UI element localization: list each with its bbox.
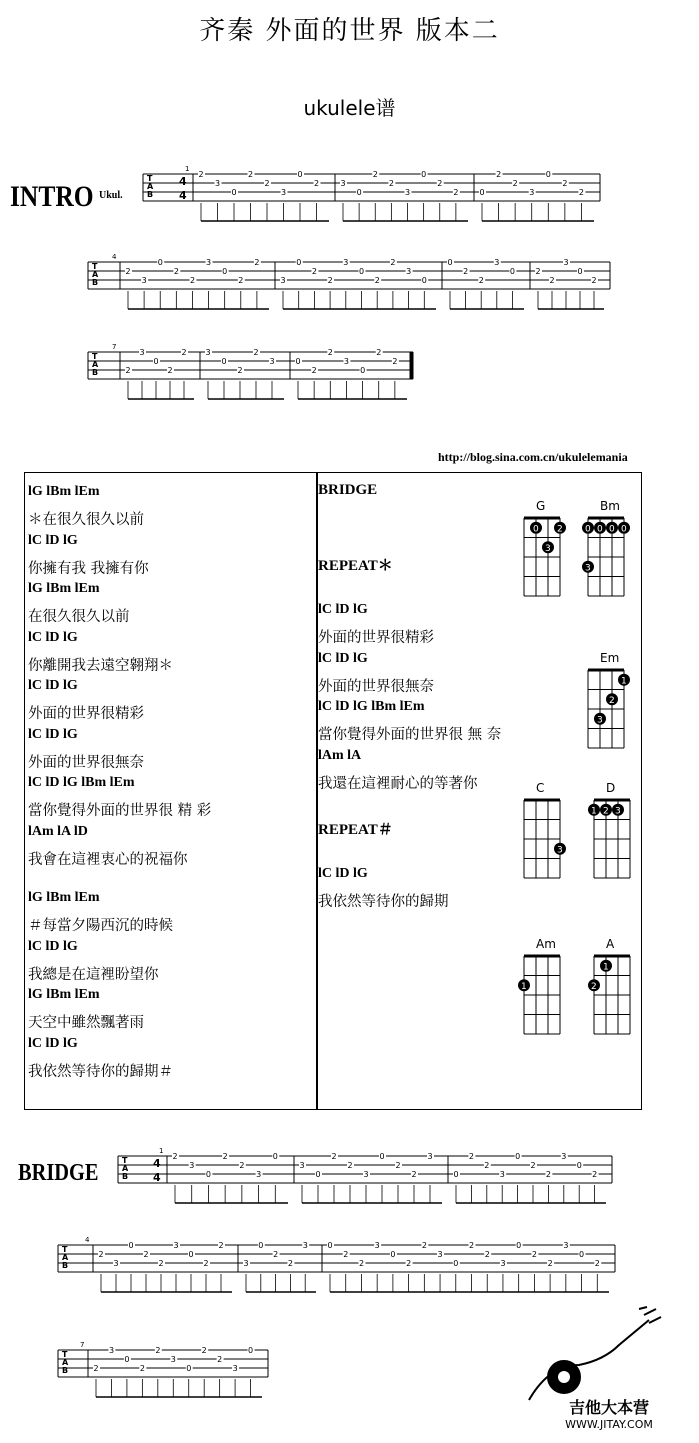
lyric-line: 我總是在這裡盼望你 [28, 966, 159, 983]
fret-number: 2 [549, 276, 555, 285]
fret-number: 2 [469, 1241, 475, 1250]
fret-number: 3 [206, 258, 212, 267]
chord-line: lC lD lG lBm lEm [318, 699, 425, 714]
fret-number: 2 [347, 1161, 353, 1170]
fret-number: 2 [98, 1250, 104, 1259]
time-signature: 4 [153, 1171, 161, 1184]
fret-number: 2 [453, 188, 459, 197]
tab-letter: A [62, 1358, 69, 1367]
measure-number: 4 [85, 1236, 90, 1244]
fret-number: 3 [406, 267, 412, 276]
fret-number: 3 [108, 1346, 115, 1355]
chord-name: A [606, 937, 615, 951]
fret-number: 3 [563, 258, 569, 267]
chord-line: lC lD lG [28, 678, 78, 693]
fret-number: 0 [447, 258, 453, 267]
fret-number: 3 [141, 276, 147, 285]
tab-letter: T [62, 1350, 68, 1359]
lyric-line: ＊在很久很久以前 [28, 512, 144, 528]
fret-number: 2 [547, 1259, 553, 1268]
fret-number: 2 [530, 1161, 536, 1170]
svg-text:3: 3 [557, 845, 563, 856]
chord-name: G [536, 499, 546, 513]
svg-text:3: 3 [585, 563, 591, 574]
fret-number: 0 [360, 366, 366, 375]
chord-diagram-c [524, 781, 566, 878]
fret-number: 2 [592, 1170, 598, 1179]
fret-number: 2 [512, 179, 518, 188]
tab-letter: A [92, 360, 99, 369]
tab-letter: B [92, 278, 99, 287]
chord-line: lC lD lG lBm lEm [28, 775, 135, 790]
fret-number: 0 [576, 1161, 582, 1170]
chord-line: lC lD lG [28, 1035, 78, 1051]
section-repeat-star: REPEAT＊ [318, 558, 393, 574]
tab-letter: B [147, 190, 154, 199]
chord-line: lC lD lG [28, 726, 78, 742]
fret-number: 2 [143, 1250, 149, 1259]
lyric-line: 外面的世界很無奈 [28, 754, 144, 771]
fret-number: 2 [238, 276, 244, 285]
chord-name: C [536, 781, 545, 795]
fret-number: 3 [494, 258, 500, 267]
fret-number: 3 [256, 1170, 262, 1179]
lyric-line: 在很久很久以前 [28, 609, 130, 625]
fret-number: 0 [327, 1241, 333, 1250]
measure-number: 4 [112, 253, 117, 261]
fret-number: 3 [139, 348, 145, 357]
tab-letter: B [92, 368, 99, 377]
fret-number: 3 [374, 1241, 380, 1250]
chord-line: lC lD lG [28, 532, 78, 548]
chord-name: D [606, 781, 616, 795]
fret-number: 2 [203, 1259, 209, 1268]
measure-number: 1 [159, 1147, 164, 1155]
tab-letter: T [122, 1156, 128, 1165]
tab-letter: T [92, 352, 98, 361]
fret-number: 2 [421, 1241, 427, 1250]
fret-number: 3 [499, 1170, 505, 1179]
chord-line: lC lD lG [28, 629, 78, 645]
fret-number: 2 [237, 366, 243, 375]
fret-number: 2 [406, 1259, 412, 1268]
lyric-line: ＃每當夕陽西沉的時候 [28, 918, 173, 934]
fret-number: 0 [479, 188, 485, 197]
measure-number: 7 [112, 343, 117, 351]
fret-number: 2 [264, 179, 270, 188]
fret-number: 2 [578, 188, 585, 197]
fret-number: 0 [222, 267, 228, 276]
svg-text:1: 1 [521, 981, 527, 992]
fret-number: 0 [128, 1241, 134, 1250]
blog-url: http://blog.sina.com.cn/ukulelemania [438, 450, 628, 464]
fret-number: 2 [388, 179, 394, 188]
fret-number: 2 [358, 1259, 365, 1268]
fret-number: 0 [231, 188, 237, 197]
tab-letter: T [147, 174, 153, 183]
chord-name: Em [600, 651, 620, 665]
fret-number: 2 [343, 1250, 349, 1259]
fret-number: 0 [188, 1250, 194, 1259]
tab-letter: T [62, 1245, 68, 1254]
fret-number: 3 [205, 348, 211, 357]
fret-number: 0 [390, 1250, 396, 1259]
chord-name: Am [536, 937, 556, 951]
chord-line: lC lD lG [318, 866, 368, 881]
fret-number: 0 [453, 1170, 459, 1179]
tab-letter: B [62, 1366, 69, 1375]
logo [509, 1305, 669, 1431]
section-repeat-hash: REPEAT＃ [318, 822, 393, 838]
fret-number: 3 [343, 357, 350, 366]
fret-number: 2 [327, 348, 333, 357]
fret-number: 3 [302, 1241, 308, 1250]
fret-number: 2 [158, 1259, 164, 1268]
fret-number: 2 [545, 1170, 551, 1179]
fret-number: 2 [468, 1152, 474, 1161]
fret-number: 2 [463, 267, 469, 276]
chord-name: Bm [600, 499, 620, 513]
fret-number: 2 [327, 276, 333, 285]
svg-text:0: 0 [621, 524, 627, 535]
fret-number: 3 [529, 188, 535, 197]
intro-label: INTRO [10, 180, 94, 213]
fret-number: 2 [172, 1152, 178, 1161]
fret-number: 0 [509, 267, 515, 276]
fret-number: 3 [215, 179, 221, 188]
fret-number: 2 [125, 267, 131, 276]
fret-number: 2 [484, 1250, 490, 1259]
lyric-line: 天空中雖然飄著雨 [28, 1015, 144, 1031]
fret-number: 3 [561, 1152, 567, 1161]
fret-number: 2 [437, 179, 443, 188]
fret-number: 2 [484, 1161, 490, 1170]
svg-text:0: 0 [597, 524, 603, 535]
fret-number: 2 [372, 170, 378, 179]
fret-number: 0 [157, 258, 163, 267]
tab-letter: B [62, 1261, 69, 1270]
svg-text:0: 0 [609, 524, 615, 535]
svg-text:3: 3 [615, 806, 621, 817]
svg-text:1: 1 [621, 676, 627, 687]
svg-text:2: 2 [603, 806, 609, 817]
fret-number: 0 [315, 1170, 321, 1179]
chord-line: lG lBm lEm [28, 581, 100, 596]
tab-letter: A [122, 1164, 129, 1173]
bridge-label: BRIDGE [18, 1160, 99, 1186]
tab-letter: A [62, 1253, 69, 1262]
lyric-line: 外面的世界很精彩 [28, 706, 144, 722]
instrument-label: Ukul. [99, 190, 123, 201]
svg-text:1: 1 [591, 806, 597, 817]
fret-number: 3 [281, 188, 287, 197]
svg-text:0: 0 [585, 524, 591, 535]
fret-number: 0 [356, 188, 362, 197]
lyric-line: 你離開我去遠空翱翔＊ [28, 657, 173, 674]
chord-line: lAm lA [318, 747, 362, 763]
fret-number: 2 [287, 1259, 293, 1268]
fret-number: 2 [562, 179, 568, 188]
fret-number: 0 [297, 170, 303, 179]
fret-number: 2 [201, 1346, 207, 1355]
fret-number: 3 [170, 1355, 176, 1364]
fret-number: 0 [359, 267, 365, 276]
fret-number: 2 [374, 276, 380, 285]
measure-number: 7 [80, 1341, 85, 1349]
fret-number: 2 [181, 348, 187, 357]
svg-text:3: 3 [597, 715, 603, 726]
fret-number: 3 [232, 1364, 238, 1373]
fret-number: 0 [421, 170, 427, 179]
lyric-line: 外面的世界很無奈 [318, 678, 434, 695]
svg-text:2: 2 [609, 695, 615, 706]
chord-line: lG lBm lEm [28, 484, 100, 499]
fret-number: 0 [221, 357, 227, 366]
fret-number: 0 [186, 1364, 192, 1373]
fret-number: 0 [272, 1152, 278, 1161]
fret-number: 0 [296, 258, 302, 267]
fret-number: 0 [205, 1170, 212, 1179]
fret-number: 3 [563, 1241, 569, 1250]
fret-number: 3 [340, 179, 346, 188]
svg-text:2: 2 [591, 981, 597, 992]
lyric-line: 我會在這裡衷心的祝福你 [28, 851, 188, 868]
fret-number: 2 [218, 1241, 224, 1250]
fret-number: 2 [222, 1152, 228, 1161]
fret-number: 2 [376, 348, 382, 357]
fret-number: 0 [379, 1152, 385, 1161]
logo-text: 吉他大本营 [568, 1398, 649, 1417]
fret-number: 2 [167, 366, 173, 375]
fret-number: 0 [545, 170, 551, 179]
svg-text:0: 0 [533, 524, 539, 535]
chord-diagram-d [588, 781, 630, 878]
fret-number: 3 [343, 258, 349, 267]
fret-number: 3 [269, 357, 275, 366]
lyric-line: 你擁有我 我擁有你 [28, 560, 149, 577]
page-subtitle: ukulele谱 [303, 96, 396, 120]
chord-diagram-bm [582, 499, 630, 596]
section-bridge: BRIDGE [318, 482, 378, 498]
fret-number: 0 [516, 1241, 522, 1250]
lyric-line: 我依然等待你的歸期＃ [28, 1063, 173, 1080]
chord-line: lC lD lG [318, 602, 368, 617]
svg-text:3: 3 [545, 543, 551, 554]
chord-diagram-g [524, 499, 566, 596]
time-signature: 4 [179, 175, 187, 188]
tab-letter: A [147, 182, 154, 191]
fret-number: 2 [273, 1250, 279, 1259]
fret-number: 3 [189, 1161, 195, 1170]
chord-diagram-em [588, 651, 630, 748]
fret-number: 0 [453, 1259, 459, 1268]
chord-line: lG lBm lEm [28, 987, 100, 1002]
tab-letter: A [92, 270, 99, 279]
chord-line: lC lD lG [28, 938, 78, 954]
fret-number: 3 [405, 188, 411, 197]
fret-number: 3 [500, 1259, 506, 1268]
fret-number: 0 [515, 1152, 521, 1161]
fret-number: 2 [535, 267, 541, 276]
fret-number: 3 [173, 1241, 179, 1250]
fret-number: 2 [248, 170, 254, 179]
fret-number: 2 [239, 1161, 245, 1170]
fret-number: 2 [390, 258, 396, 267]
fret-number: 0 [295, 357, 301, 366]
fret-number: 3 [363, 1170, 369, 1179]
fret-number: 0 [248, 1346, 254, 1355]
chord-diagram-a [588, 937, 630, 1034]
svg-text:2: 2 [557, 524, 563, 535]
fret-number: 3 [427, 1152, 433, 1161]
fret-number: 3 [280, 276, 286, 285]
fret-number: 2 [93, 1364, 99, 1373]
fret-number: 3 [437, 1250, 443, 1259]
chord-line: lAm lA lD [28, 823, 88, 839]
time-signature: 4 [153, 1157, 161, 1170]
fret-number: 2 [314, 179, 320, 188]
fret-number: 2 [531, 1250, 537, 1259]
fret-number: 3 [299, 1161, 305, 1170]
lyric-line: 我還在這裡耐心的等著你 [318, 775, 478, 792]
chord-line: lC lD lG [318, 650, 368, 666]
fret-number: 2 [311, 366, 317, 375]
fret-number: 0 [577, 267, 583, 276]
fret-number: 3 [113, 1259, 119, 1268]
fret-number: 0 [124, 1355, 130, 1364]
fret-number: 2 [217, 1355, 223, 1364]
lyric-line: 外面的世界很精彩 [318, 630, 434, 646]
fret-number: 2 [253, 348, 259, 357]
fret-number: 0 [579, 1250, 585, 1259]
fret-number: 2 [496, 170, 502, 179]
fret-number: 2 [331, 1152, 337, 1161]
lyric-line: 我依然等待你的歸期 [318, 894, 449, 910]
fret-number: 2 [155, 1346, 161, 1355]
fret-number: 2 [395, 1161, 401, 1170]
time-signature: 4 [179, 189, 187, 202]
fret-number: 2 [139, 1364, 145, 1373]
fret-number: 2 [189, 276, 196, 285]
fret-number: 2 [125, 366, 131, 375]
chord-line: lG lBm lEm [28, 890, 100, 905]
chord-diagram-am [518, 937, 560, 1034]
fret-number: 2 [594, 1259, 600, 1268]
page-title: 齐秦 外面的世界 版本二 [199, 16, 500, 46]
fret-number: 0 [153, 357, 159, 366]
fret-number: 2 [173, 267, 179, 276]
tab-letter: B [122, 1172, 129, 1181]
fret-number: 2 [311, 267, 317, 276]
measure-number: 1 [185, 165, 190, 173]
svg-text:1: 1 [603, 962, 609, 973]
fret-number: 2 [254, 258, 260, 267]
fret-number: 0 [421, 276, 427, 285]
tab-letter: T [92, 262, 98, 271]
fret-number: 0 [258, 1241, 264, 1250]
fret-number: 2 [392, 357, 398, 366]
fret-number: 2 [198, 170, 204, 179]
lyric-line: 當你覺得外面的世界很 無 奈 [318, 727, 502, 743]
lyric-line: 當你覺得外面的世界很 精 彩 [28, 803, 212, 819]
fret-number: 2 [478, 276, 484, 285]
logo-url: WWW.JITAY.COM [565, 1418, 653, 1431]
fret-number: 2 [591, 276, 597, 285]
fret-number: 3 [243, 1259, 249, 1268]
fret-number: 2 [411, 1170, 417, 1179]
